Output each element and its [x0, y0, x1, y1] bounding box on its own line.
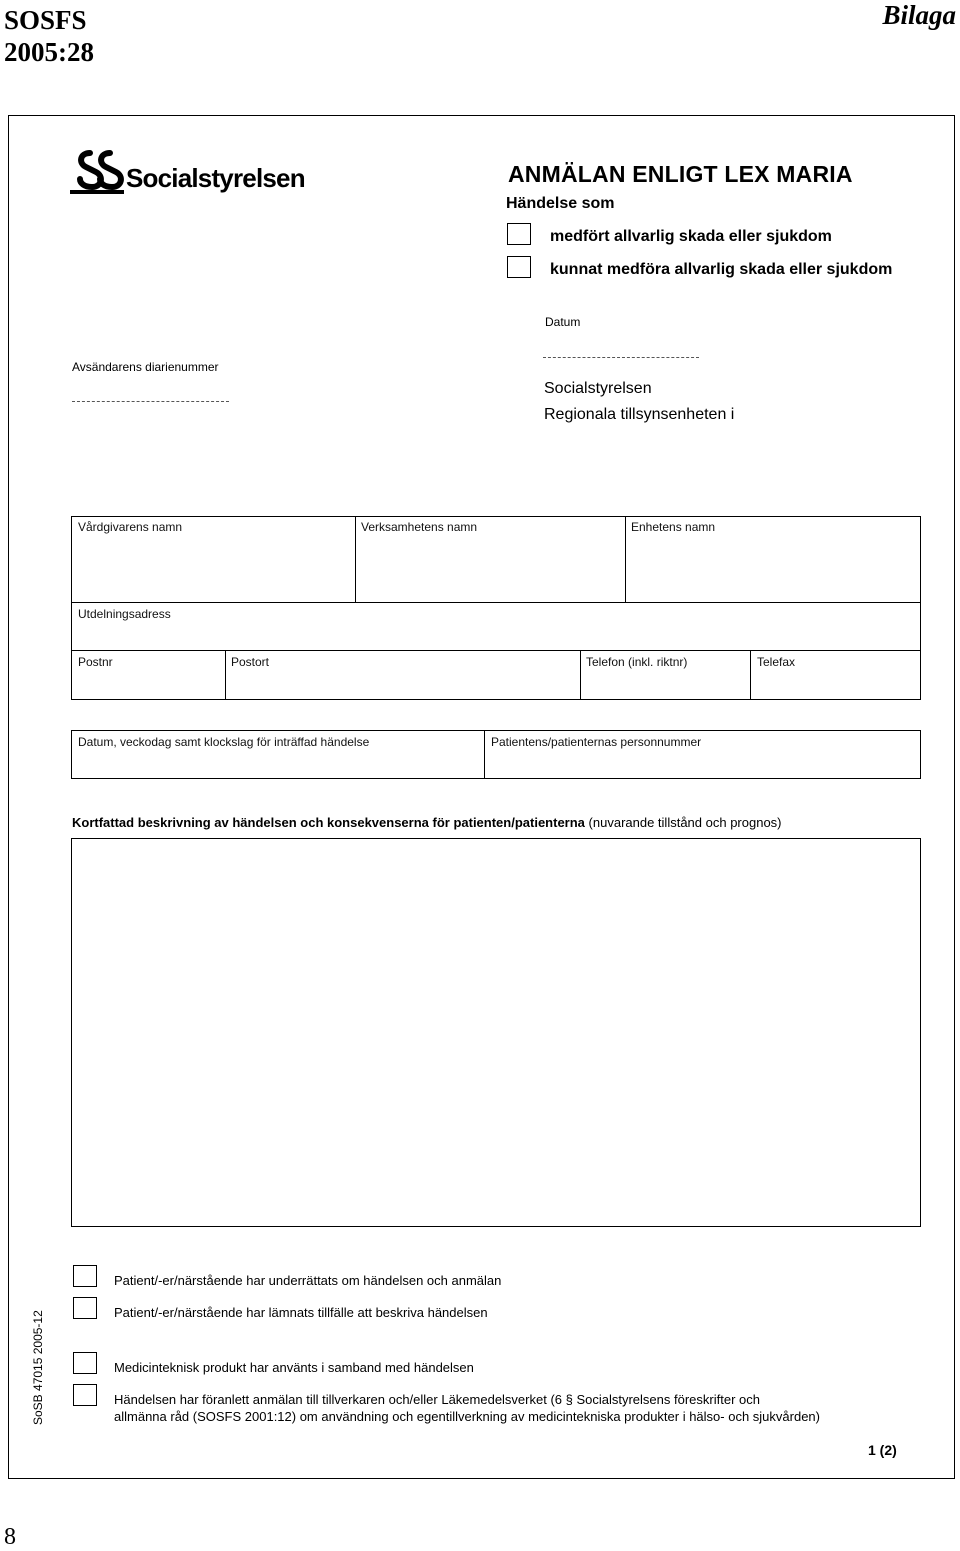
page-of-pages: 1 (2)	[868, 1442, 897, 1458]
checklist-checkbox-medtech[interactable]	[73, 1352, 97, 1374]
date-label: Datum	[545, 315, 581, 329]
postort-field-label: Postort	[231, 655, 270, 669]
checklist-label-medtech: Medicinteknisk produkt har använts i samband med händelsen	[114, 1360, 474, 1375]
checklist-label-reported-2: allmänna råd (SOSFS 2001:12) om användning och egentillverkning av medicintekniska produkter i hälso- och sjukvården)	[114, 1409, 820, 1424]
personnummer-field-label: Patientens/patienternas personnummer	[491, 735, 702, 749]
telefon-field-label: Telefon (inkl. riktnr)	[586, 655, 688, 669]
description-textarea[interactable]	[71, 838, 921, 1227]
telefax-field-label: Telefax	[757, 655, 796, 669]
event-table-divider	[484, 730, 485, 779]
document-code-number: 2005:28	[4, 37, 94, 67]
checklist-label-reported-1: Händelsen har föranlett anmälan till tillverkaren och/eller Läkemedelsverket (6 § Socialstyrelsens föreskrifter och	[114, 1392, 760, 1407]
page-number: 8	[4, 1524, 16, 1550]
verksamhet-field-label: Verksamhetens namn	[361, 520, 478, 534]
sender-table-divider	[71, 650, 921, 651]
document-code-series: SOSFS	[4, 5, 87, 35]
checklist-label-informed: Patient/-er/närstående har underrättats om händelsen och anmälan	[114, 1273, 502, 1288]
recipient-line-1: Socialstyrelsen	[544, 380, 652, 397]
postnr-field-label: Postnr	[78, 655, 113, 669]
checklist-label-describe: Patient/-er/närstående har lämnats tillfälle att beskriva händelsen	[114, 1305, 488, 1320]
sender-table-divider	[580, 650, 581, 700]
date-field[interactable]	[543, 357, 699, 358]
form-title: ANMÄLAN ENLIGT LEX MARIA	[508, 161, 853, 187]
appendix-label: Bilaga	[882, 0, 956, 30]
vardgivare-field-label: Vårdgivarens namn	[78, 520, 183, 534]
description-label-bold: Kortfattad beskrivning av händelsen och konsekvenserna för patienten/patienterna	[72, 815, 585, 830]
sender-table-divider	[71, 602, 921, 603]
option-checkbox-caused-injury[interactable]	[507, 223, 531, 245]
adress-field-label: Utdelningsadress	[78, 607, 171, 621]
diarie-field[interactable]	[72, 401, 229, 402]
sender-table-divider	[625, 516, 626, 603]
form-subtitle: Händelse som	[506, 195, 615, 212]
sender-table-divider	[355, 516, 356, 603]
sender-table	[71, 516, 921, 700]
checklist-checkbox-reported[interactable]	[73, 1384, 97, 1406]
event-datetime-field-label: Datum, veckodag samt klockslag för inträffad händelse	[78, 735, 370, 749]
document-code	[4, 4, 94, 68]
sender-table-divider	[225, 650, 226, 700]
enhet-field-label: Enhetens namn	[631, 520, 716, 534]
checklist-checkbox-informed[interactable]	[73, 1265, 97, 1287]
socialstyrelsen-logo-icon	[70, 147, 126, 195]
checklist-checkbox-describe[interactable]	[73, 1297, 97, 1319]
description-label-normal: (nuvarande tillstånd och prognos)	[588, 815, 782, 830]
diarie-label: Avsändarens diarienummer	[72, 360, 219, 374]
sender-table-divider	[750, 650, 751, 700]
description-label	[72, 815, 782, 830]
form-side-code: SoSB 47015 2005-12	[31, 1310, 45, 1425]
option-checkbox-could-cause-injury[interactable]	[507, 256, 531, 278]
logo-text: Socialstyrelsen	[126, 163, 305, 193]
option-label-could-cause-injury: kunnat medföra allvarlig skada eller sjukdom	[550, 261, 893, 278]
option-label-caused-injury: medfört allvarlig skada eller sjukdom	[550, 228, 832, 245]
recipient-line-2: Regionala tillsynsenheten i	[544, 406, 735, 423]
